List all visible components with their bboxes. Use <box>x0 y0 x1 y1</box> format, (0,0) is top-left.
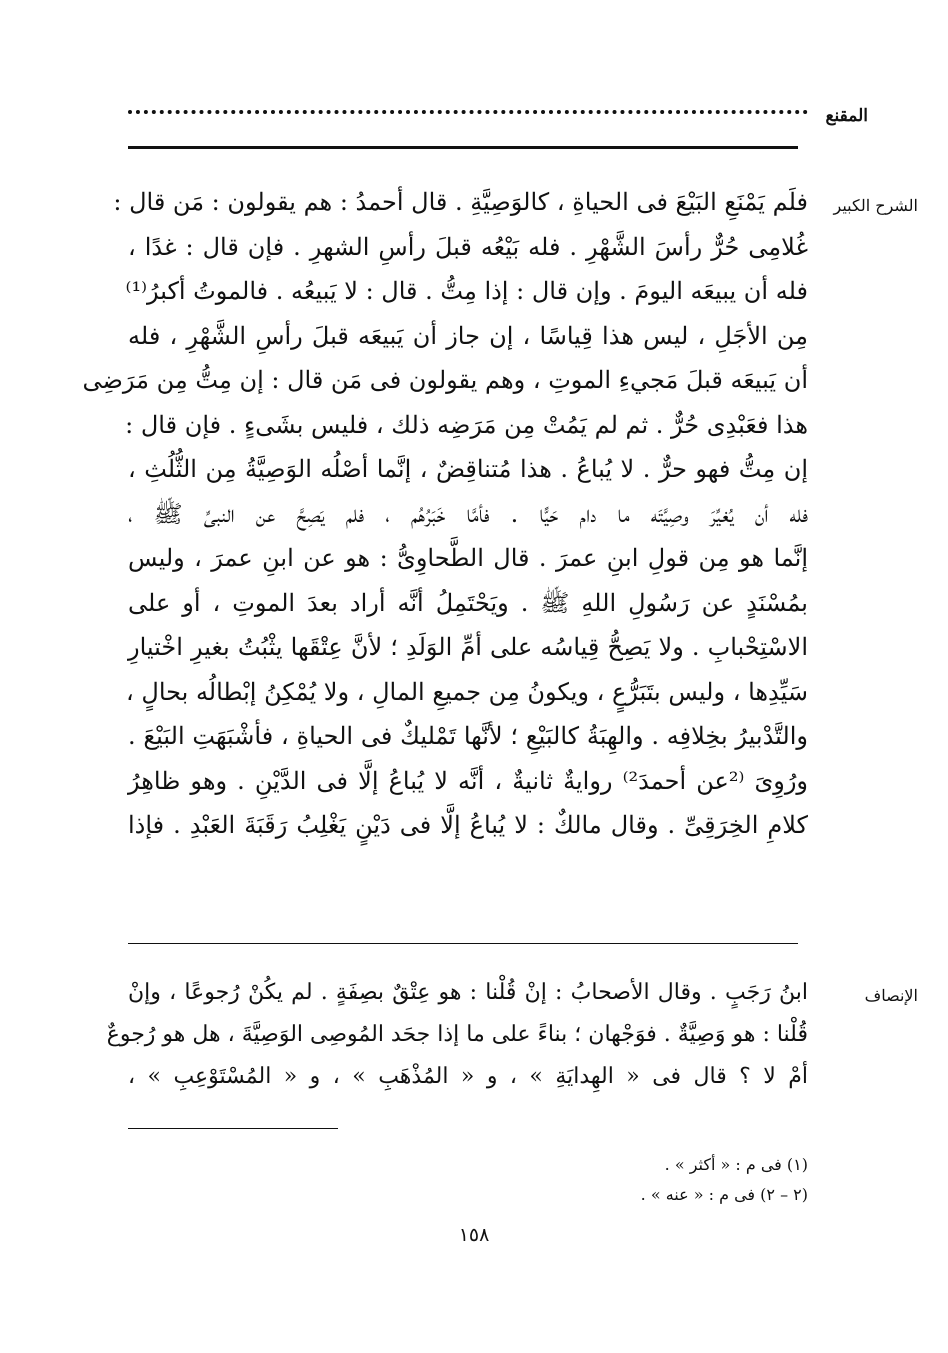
main-text-block <box>82 180 809 848</box>
book-title: المقنع <box>825 106 868 126</box>
insaf-line: قُلْنا : هو وَصِيَّةٌ . فوَجْهان ؛ بناءً على ما إذا جحَد المُوصِى الوَصِيَّةَ ، هل هو رُجوعٌ <box>106 1022 808 1047</box>
page-number: ١٥٨ <box>458 1224 490 1246</box>
footnote: (١) فى م : « أكثر » . <box>664 1155 808 1174</box>
footnote-rule <box>128 1128 338 1129</box>
footnote: (٢ – ٢) فى م : « عنه » . <box>640 1185 808 1204</box>
insaf-text-block <box>106 972 808 1098</box>
insaf-line: ابنُ رَجَبٍ . وقال الأصحابُ : إنْ قُلْنا : هو عِتْقٌ بصِفَةٍ . لم يكُنْ رُجوعًا ، وإنْ <box>128 980 808 1005</box>
insaf-section-label: الإنصاف <box>864 986 918 1005</box>
text-line: فله أن يُغيِّرَ وصِيَّتَه ما دام حَيًّا . فأمَّا خَبَرُهُم ، فلم يَصِحَّ عن النبىِّ ﷺ ، <box>128 499 808 528</box>
text-line: إن مِتُّ فهو حرٌّ . لا يُباعُ . هذا مُتناقِضٌ ، إنَّما أصْلُه الوَصِيَّةُ مِن الثُّلُثِ ، <box>128 455 808 483</box>
text-line: إنَّما هو مِن قولِ ابنِ عمرَ . قال الطَّحاوِىُّ : هو عن ابنِ عمرَ ، وليس <box>128 544 808 572</box>
text-line: كلامِ الخِرَقِىِّ . وقال مالكٌ : لا يُباعُ إلَّا فى دَيْنٍ يَغْلِبُ رَقَبَةَ العَبْدِ . فإذا <box>128 811 808 839</box>
text-line: بمُسْنَدٍ عن رَسُولِ اللهِ ﷺ . ويَحْتَمِلُ أنَّه أراد بعدَ الموتِ ، أو على <box>128 588 808 617</box>
text-line: سَيِّدِها ، وليس بتَبَرُّعٍ ، ويكونُ مِن جميعِ المالِ ، ولا يُمْكِنُ إبْطالُه بحالٍ ، <box>126 677 808 706</box>
text-line: ورُوِىَ ⁽²عن أحمدَ²⁾ روايةٌ ثانيةٌ ، أنَّه لا يُباعُ إلَّا فى الدَّيْنِ . وهو ظاهِرُ <box>128 766 809 795</box>
text-line: مِن الأجَلِ ، ليس هذا قِياسًا ، إن جاز أن يَبيعَه قبلَ رأسِ الشَّهْرِ ، فله <box>128 321 809 350</box>
footnotes <box>128 1150 808 1210</box>
text-line: الاسْتِحْبابِ . ولا يَصِحُّ قِياسُه على أمِّ الوَلَدِ ؛ لأنَّ عِتْقَها يثْبُتُ بغيرِ اخْتيارِ <box>128 633 808 661</box>
page-header <box>128 100 868 140</box>
text-line: فله أن يبيعَه اليومَ . وإن قال : إذا مِتُّ . قال : لا يَبيعُه . فالموتُ أكبرُ⁽¹⁾ <box>125 277 808 305</box>
main-section-label: الشرح الكبير <box>833 196 918 215</box>
text-line: أن يَبيعَه قبلَ مَجيءِ الموتِ ، وهم يقولون فى مَن قال : إن مِتُّ مِن مَرَضِى <box>82 366 808 394</box>
header-rule <box>128 146 798 149</box>
text-line: هذا فعَبْدِى حُرٌّ . ثم لم يَمُتْ مِن مَرَضِه ذلك ، فليس بشَىءٍ . فإن قال : <box>125 410 808 439</box>
insaf-line: أمْ لا ؟ قال فى « الهِدايَةِ » ، و « المُذْهَبِ » ، و « المُسْتَوْعِبِ » ، <box>128 1064 808 1089</box>
text-line: فلَم يَمْنَعِ البَيْعَ فى الحياةِ ، كالوَصِيَّةِ . قال أحمدُ : هم يقولون : مَن قال : <box>113 188 808 216</box>
text-line: والتَّدْبيرُ بخِلافِه . والهِبَةُ كالبَيْعِ ؛ لأنَّها تَمْليكٌ فى الحياةِ ، فأشْبَهَتِ البَيْعَ . <box>128 722 808 750</box>
header-dotted-leader <box>128 110 808 114</box>
text-line: غُلامِى حُرٌّ رأسَ الشَّهْرِ . فله بَيْعُه قبلَ رأسِ الشهرِ . فإن قال : غدًا ، <box>128 232 808 261</box>
section-divider <box>128 943 798 944</box>
